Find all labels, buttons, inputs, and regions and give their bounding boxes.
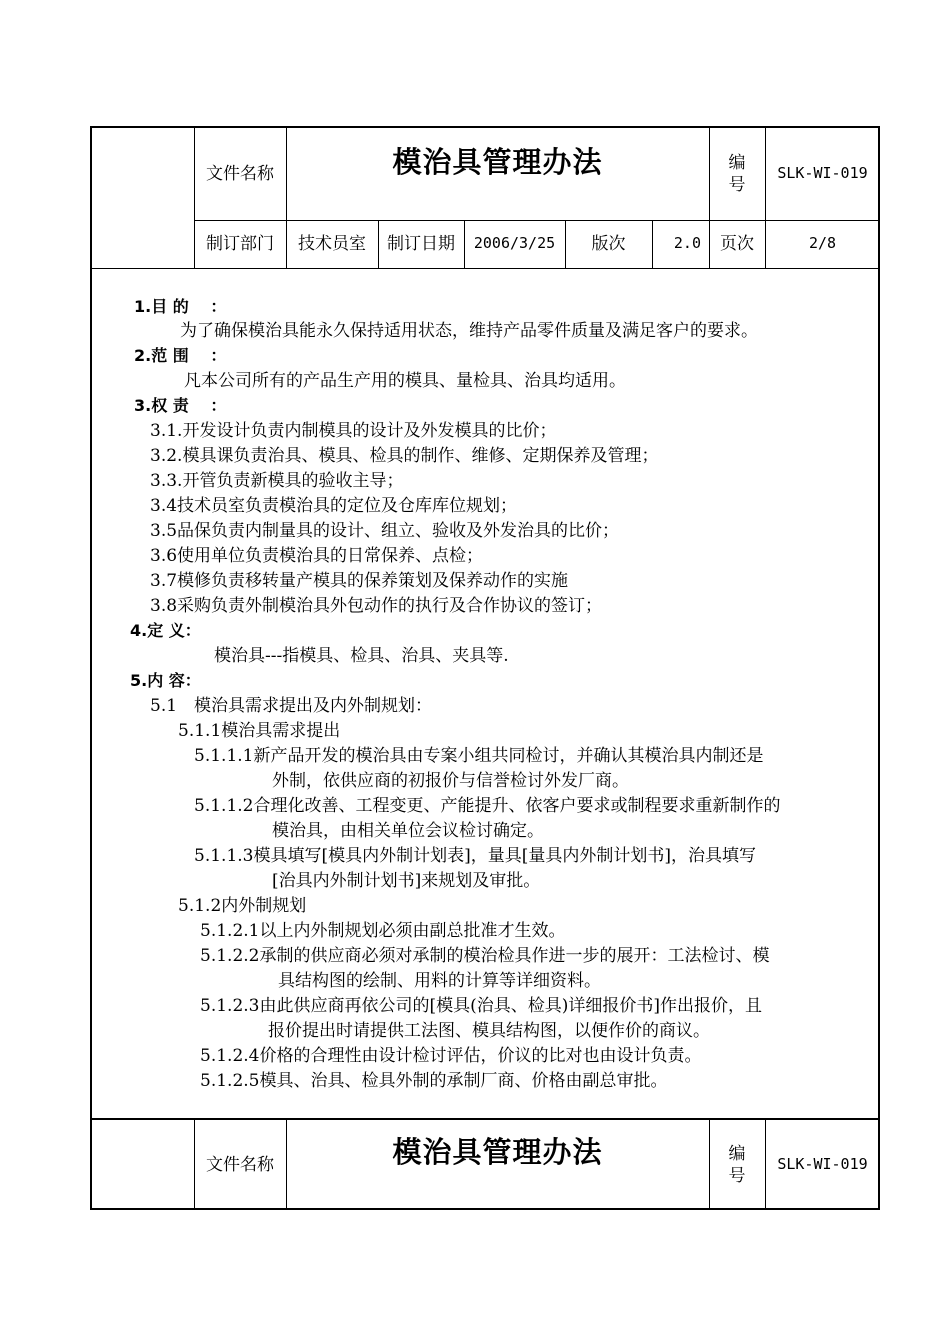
section-3-3: 3.3.开管负责新模具的验收主导； [150,471,404,491]
doc-number-2: SLK-WI-019 [777,1155,868,1174]
section-5-1-1-3-cont: [治具内外制计划书]来规划及审批。 [272,871,541,891]
section-5-1-2-3: 5.1.2.3由此供应商再依公司的[模具(治具、检具)详细报价书]作出报价，且 [200,996,763,1016]
number-label-2-line-2: 号 [728,1166,746,1186]
section-5-title: 5.内 容： [130,671,201,690]
section-2-title: 2.范 围 ： [134,346,227,365]
section-5-1-1-1: 5.1.1.1新产品开发的模治具由专案小组共同检讨，并确认其模治具内制还是 [194,746,764,766]
number-label-line-2: 号 [728,175,746,195]
number-label [709,128,765,220]
section-5-1-2-2: 5.1.2.2承制的供应商必须对承制的模治检具作进一步的展开：工法检讨、模 [200,946,770,966]
document-title: 模治具管理办法 [392,145,603,179]
section-5-1-2-2-cont: 具结构图的绘制、用料的计算等详细资料。 [278,971,601,991]
document-title-2: 模治具管理办法 [392,1135,603,1169]
section-5-1-1-2: 5.1.1.2合理化改善、工程变更、产能提升、依客户要求或制程要求重新制作的 [194,796,781,816]
dept-label: 制订部门 [206,233,274,254]
version-value: 2.0 [673,234,701,253]
dept-value: 技术员室 [298,233,366,254]
section-4-text: 模治具---指模具、检具、治具、夹具等. [214,646,509,666]
section-4-title: 4.定 义： [130,621,201,640]
section-5-1-1-3: 5.1.1.3模具填写[模具内外制计划表]，量具[量具内外制计划书]，治具填写 [194,846,757,866]
document-header [92,128,878,269]
section-3-1: 3.1.开发设计负责内制模具的设计及外发模具的比价； [150,421,557,441]
section-1-text: 为了确保模治具能永久保持适用状态，维持产品零件质量及满足客户的要求。 [180,321,758,341]
section-3-4: 3.4技术员室负责模治具的定位及仓库库位规划； [150,496,518,516]
section-5-1-1-2-cont: 模治具，由相关单位会议检讨确定。 [272,821,544,841]
next-page-header [92,1118,878,1208]
page-label: 页次 [720,233,754,254]
section-5-1-2-4: 5.1.2.4价格的合理性由设计检讨评估，价议的比对也由设计负责。 [200,1046,702,1066]
section-3-title: 3.权 责 ： [134,396,227,415]
number-label-2 [709,1120,765,1210]
document-frame [90,126,880,1210]
section-3-8: 3.8采购负责外制模治具外包动作的执行及合作协议的签订； [150,596,603,616]
file-name-label: 文件名称 [206,163,274,184]
section-5-1-2-1: 5.1.2.1以上内外制规划必须由副总批准才生效。 [200,921,566,941]
section-5-1-1-1-cont: 外制，依供应商的初报价与信誉检讨外发厂商。 [272,771,629,791]
file-name-label-2: 文件名称 [206,1154,274,1175]
section-5-1: 5.1 模治具需求提出及内外制规划： [150,696,433,716]
section-2-text: 凡本公司所有的产品生产用的模具、量检具、治具均适用。 [184,371,626,391]
date-label: 制订日期 [387,233,455,254]
section-5-1-2: 5.1.2内外制规划 [178,896,307,916]
doc-number: SLK-WI-019 [777,164,868,183]
section-3-5: 3.5品保负责内制量具的设计、组立、验收及外发治具的比价； [150,521,620,541]
number-label-line-1: 编 [728,152,746,173]
version-label: 版次 [591,233,626,254]
section-3-6: 3.6使用单位负责模治具的日常保养、点检； [150,546,484,566]
page-value: 2/8 [808,234,837,253]
section-1-title: 1.目 的 ： [134,297,227,316]
section-5-1-2-5: 5.1.2.5模具、治具、检具外制的承制厂商、价格由副总审批。 [200,1071,668,1091]
section-3-2: 3.2.模具课负责治具、模具、检具的制作、维修、定期保养及管理； [150,446,659,466]
section-5-1-1: 5.1.1模治具需求提出 [178,721,341,741]
section-5-1-2-3-cont: 报价提出时请提供工法图、模具结构图，以便作价的商议。 [268,1021,710,1041]
section-3-7: 3.7模修负责移转量产模具的保养策划及保养动作的实施 [150,571,569,591]
date-value: 2006/3/25 [473,234,556,253]
number-label-2-line-1: 编 [728,1143,746,1164]
